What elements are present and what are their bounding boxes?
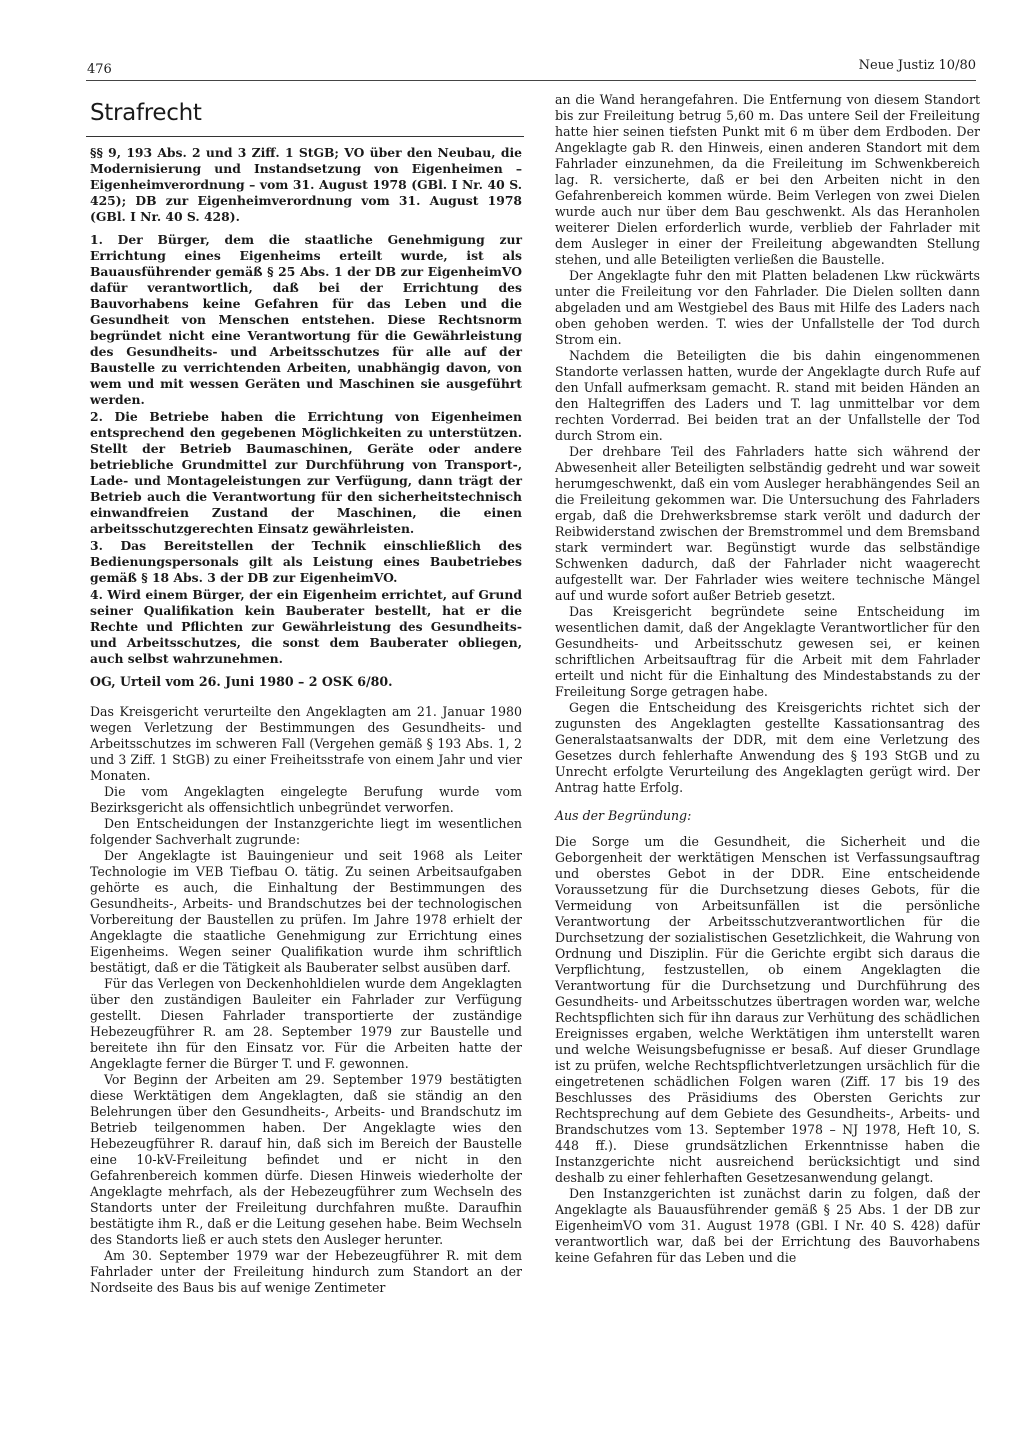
paragraph: Der Angeklagte fuhr den mit Platten beladenen Lkw rückwärts unter die Freileitung vor den Fahrlader. Die Dielen sollten dann abgeladen und am Westgiebel des Baus mit Hilfe des Laders nach oben gehoben werden. T. wies der Unfallstelle der Tod durch Strom ein. xyxy=(555,268,980,347)
facts-text xyxy=(90,704,522,1296)
thesis-3: 3. Das Bereitstellen der Technik einschließlich des Bedienungspersonals gilt als Leistung eines Baubetriebes gemäß § 18 Abs. 3 der DB zur EigenheimVO. xyxy=(90,538,522,585)
thesis-4: 4. Wird einem Bürger, der ein Eigenheim errichtet, auf Grund seiner Qualifikation kein Bauberater bestellt, hat er die Rechte und Pflichten zur Gewährleistung des Gesundheits- und Arbeitsschutzes, die sonst dem Bauberater obliegen, auch selbst wahrzunehmen. xyxy=(90,587,522,666)
section-divider xyxy=(86,136,524,137)
paragraph: Nachdem die Beteiligten die bis dahin eingenommenen Standorte verlassen hatten, wurde der Angeklagte durch Rufe auf den Unfall aufmerksam gemacht. R. stand mit beiden Händen an den Haltegriffen des Laders und T. lag unmittelbar vor dem rechten Vorderrad. Bei beiden trat an der Unfallstelle der Tod durch Strom ein. xyxy=(555,348,980,443)
paragraph: Gegen die Entscheidung des Kreisgerichts richtet sich der zugunsten des Angeklagten gestellte Kassationsantrag des Generalstaatsanwalts der DDR, mit dem eine Verletzung des Gesetzes durch fehlerhafte Anwendung des § 193 StGB und zu Unrecht erfolgte Verurteilung des Angeklagten gerügt wird. Der Antrag hatte Erfolg. xyxy=(555,700,980,795)
thesis-1: 1. Der Bürger, dem die staatliche Genehmigung zur Errichtung eines Eigenheims erteilt wurde, ist als Bauausführender gemäß § 25 Abs. 1 der DB zur EigenheimVO dafür verantwortlich, daß bei der Errichtung des Bauvorhabens keine Gefahren für das Leben und die Gesundheit von Menschen entstehen. Diese Rechtsnorm begründet nicht eine Verantwortung für die Gewährleistung des Gesundheits- und Arbeitsschutzes für alle auf der Baustelle zu verrichtenden Arbeiten, unabhängig davon, von wem und mit wessen Geräten und Maschinen sie ausgeführt werden. xyxy=(90,232,522,407)
paragraph: Vor Beginn der Arbeiten am 29. September 1979 bestätigten diese Werktätigen dem Angeklagten, daß sie ständig an den Belehrungen über den Gesundheits-, Arbeits- und Brandschutz im Betrieb teilgenommen haben. Der Angeklagte wies den Hebezeugführer R. darauf hin, daß sich im Bereich der Baustelle eine 10-kV-Freileitung befindet und er nicht in den Gefahrenbereich kommen dürfe. Diesen Hinweis wiederholte der Angeklagte mehrfach, als der Hebezeugführer zum Wechseln des Standorts unter der Freileitung durchfahren mußte. Daraufhin bestätigte ihm R., daß er die Leitung gesehen habe. Beim Wechseln des Standorts ließ er auch stets den Ausleger herunter. xyxy=(90,1072,522,1247)
reasons-heading: Aus der Begründung: xyxy=(555,808,692,823)
legal-basis: §§ 9, 193 Abs. 2 und 3 Ziff. 1 StGB; VO über den Neubau, die Modernisierung und Instandsetzung von Eigenheimen – Eigenheimverordnung – vom 31. August 1978 (GBl. I Nr. 40 S. 425); DB zur Eigenheimverordnung vom 31. August 1978 (GBl. I Nr. 40 S. 428). xyxy=(90,145,522,224)
paragraph: Das Kreisgericht verurteilte den Angeklagten am 21. Januar 1980 wegen Verletzung der Bestimmungen des Gesundheits- und Arbeitsschutzes im schweren Fall (Vergehen gemäß § 193 Abs. 1, 2 und 3 Ziff. 1 StGB) zu einer Freiheitsstrafe von einem Jahr und vier Monaten. xyxy=(90,704,522,783)
paragraph: Der drehbare Teil des Fahrladers hatte sich während der Abwesenheit aller Beteiligten selbständig gedreht und war soweit herumgeschwenkt, daß ein vom Ausleger herabhängendes Seil an die Freileitung gekommen war. Die Untersuchung des Fahrladers ergab, daß die Drehwerksbremse stark verölt und dadurch der Reibwiderstand zwischen der Bremstrommel und dem Bremsband stark vermindert war. Begünstigt wurde das selbständige Schwenken dadurch, daß der Fahrlader nicht waagerecht aufgestellt war. Der Fahrlader wies weitere technische Mängel auf und wurde sofort außer Betrieb gesetzt. xyxy=(555,444,980,603)
header-divider xyxy=(86,80,976,81)
section-title: Strafrecht xyxy=(90,100,202,126)
right-column xyxy=(555,92,980,1266)
thesis-2: 2. Die Betriebe haben die Errichtung von Eigenheimen entsprechend den gegebenen Möglichkeiten zu unterstützen. Stellt der Betrieb Baumaschinen, Geräte oder andere betriebliche Grundmittel zur Durchführung von Transport-, Lade- und Montageleistungen zur Verfügung, dann trägt der Betrieb auch die Verantwortung für den sicherheitstechnisch einwandfreien Zustand der Maschinen, die einen arbeitsschutzgerechten Einsatz gewährleisten. xyxy=(90,409,522,536)
paragraph: an die Wand herangefahren. Die Entfernung von diesem Standort bis zur Freileitung betrug 5,60 m. Das untere Seil der Freileitung hatte hier seinen tiefsten Punkt mit 6 m über dem Erdboden. Der Angeklagte gab R. den Hinweis, einen anderen Standort mit dem Fahrlader einzunehmen, da die Freileitung im Schwenkbereich lag. R. versicherte, daß er bei den Arbeiten nicht in den Gefahrenbereich kommen würde. Beim Verlegen von zwei Dielen wurde auch nur über dem Bau geschwenkt. Als das Heranholen weiterer Dielen erforderlich wurde, verblieb der Fahrlader mit dem Ausleger in einer der Freileitung abgewandten Stellung stehen, und alle Beteiligten verließen die Baustelle. xyxy=(555,92,980,267)
court-decision-reference: OG, Urteil vom 26. Juni 1980 – 2 OSK 6/80. xyxy=(90,674,393,689)
journal-issue: Neue Justiz 10/80 xyxy=(858,58,976,73)
left-column xyxy=(90,145,522,1296)
paragraph: Den Instanzgerichten ist zunächst darin zu folgen, daß der Angeklagte als Bauausführender gemäß § 25 Abs. 1 der DB zur EigenheimVO vom 31. August 1978 (GBl. I Nr. 40 S. 428) dafür verantwortlich war, daß bei der Errichtung des Bauvorhabens keine Gefahren für das Leben und die xyxy=(555,1186,980,1265)
paragraph: Am 30. September 1979 war der Hebezeugführer R. mit dem Fahrlader unter der Freileitung hindurch zum Standort an der Nordseite des Baus bis auf wenige Zentimeter xyxy=(90,1248,522,1295)
paragraph: Für das Verlegen von Deckenhohldielen wurde dem Angeklagten über den zuständigen Bauleiter ein Fahrlader zur Verfügung gestellt. Diesen Fahrlader transportierte der zuständige Hebezeugführer R. am 28. September 1979 zur Baustelle und bereitete ihn für den Einsatz vor. Für die Arbeiten hatte der Angeklagte ferner die Bürger T. und F. gewonnen. xyxy=(90,976,522,1071)
paragraph: Das Kreisgericht begründete seine Entscheidung im wesentlichen damit, daß der Angeklagte Verantwortlicher für den Gesundheits- und Arbeitsschutz gewesen sei, er keinen schriftlichen Arbeitsauftrag für die Arbeit mit dem Fahrlader erteilt und nicht für die Einhaltung des Mindestabstands zu der Freileitung Sorge getragen habe. xyxy=(555,604,980,699)
page-number: 476 xyxy=(87,62,112,77)
paragraph: Den Entscheidungen der Instanzgerichte liegt im wesentlichen folgender Sachverhalt zugrunde: xyxy=(90,816,522,847)
paragraph: Die Sorge um die Gesundheit, die Sicherheit und die Geborgenheit der werktätigen Menschen ist Verfassungsauftrag und oberstes Gebot in der DDR. Eine entscheidende Voraussetzung für die Durchsetzung dieses Gebots, für die Vermeidung von Arbeitsunfällen ist die persönliche Verantwortung der Arbeitsschutzverantwortlichen für die Durchsetzung der sozialistischen Gesetzlichkeit, die Wahrung von Ordnung und Disziplin. Für die Gerichte ergibt sich daraus die Verpflichtung, festzustellen, ob einem Angeklagten die Verantwortung für die Durchsetzung und Durchführung des Gesundheits- und Arbeitsschutzes übertragen worden war, welche Rechtspflichten sich für ihn daraus zur Verhütung des schädlichen Ereignisses ergaben, welche Werktätigen ihm unterstellt waren und welche Weisungsbefugnisse er besaß. Auf dieser Grundlage ist zu prüfen, welche Rechtspflichtverletzungen ursächlich für die eingetretenen schädlichen Folgen waren (Ziff. 17 bis 19 des Beschlusses des Präsidiums des Obersten Gerichts zur Rechtsprechung auf dem Gebiete des Gesundheits-, Arbeits- und Brandschutzes vom 13. September 1978 – NJ 1978, Heft 10, S. 448 ff.). Diese grundsätzlichen Erkenntnisse haben die Instanzgerichte nicht ausreichend berücksichtigt und sind deshalb zu einer fehlerhaften Gesetzesanwendung gelangt. xyxy=(555,834,980,1185)
paragraph: Der Angeklagte ist Bauingenieur und seit 1968 als Leiter Technologie im VEB Tiefbau O. tätig. Zu seinen Arbeitsaufgaben gehörte es auch, die Einhaltung der Bestimmungen des Gesundheits-, Arbeits- und Brandschutzes bei der technologischen Vorbereitung der Baustellen zu prüfen. Im Jahre 1978 erhielt der Angeklagte die staatliche Genehmigung zur Errichtung eines Eigenheims. Wegen seiner Qualifikation wurde ihm schriftlich bestätigt, daß er die Tätigkeit als Bauberater selbst ausüben darf. xyxy=(90,848,522,975)
paragraph: Die vom Angeklagten eingelegte Berufung wurde vom Bezirksgericht als offensichtlich unbegründet verworfen. xyxy=(90,784,522,815)
